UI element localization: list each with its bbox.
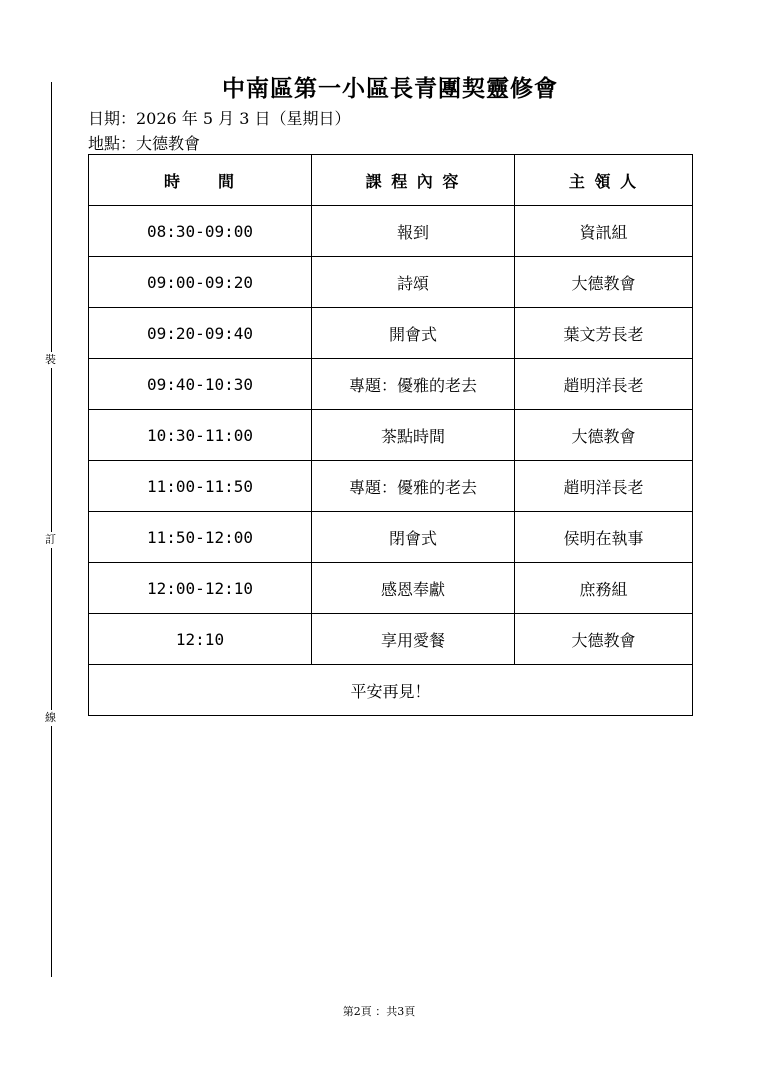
binding-label-1: 裝	[45, 353, 56, 366]
binding-line	[51, 82, 52, 977]
content-cell: 報到	[312, 206, 515, 257]
table-header-row	[89, 155, 693, 206]
leader-cell: 資訊組	[515, 206, 693, 257]
time-cell: 09:40-10:30	[89, 359, 312, 410]
leader-cell: 趙明洋長老	[515, 461, 693, 512]
content-cell: 專題：優雅的老去	[312, 359, 515, 410]
header-content: 課 程 內 容	[312, 155, 515, 206]
table-row	[89, 563, 693, 614]
leader-cell: 趙明洋長老	[515, 359, 693, 410]
time-cell: 08:30-09:00	[89, 206, 312, 257]
content-cell: 專題：優雅的老去	[312, 461, 515, 512]
event-place: 地點：大德教會	[88, 134, 201, 153]
table-row	[89, 410, 693, 461]
leader-cell: 大德教會	[515, 410, 693, 461]
time-cell: 11:50-12:00	[89, 512, 312, 563]
schedule-table	[88, 154, 693, 716]
table-row	[89, 257, 693, 308]
content-cell: 閉會式	[312, 512, 515, 563]
leader-cell: 葉文芳長老	[515, 308, 693, 359]
binding-label-3: 線	[45, 711, 56, 724]
table-row	[89, 206, 693, 257]
time-cell: 12:00-12:10	[89, 563, 312, 614]
event-date: 日期：2026 年 5 月 3 日（星期日）	[88, 109, 351, 128]
time-cell: 11:00-11:50	[89, 461, 312, 512]
table-row	[89, 461, 693, 512]
page-number: 第2頁 ：共3頁	[342, 1005, 416, 1018]
page-title: 中南區第一小區長青團契靈修會	[222, 75, 558, 102]
time-cell: 10:30-11:00	[89, 410, 312, 461]
content-cell: 茶點時間	[312, 410, 515, 461]
header-leader: 主 領 人	[515, 155, 693, 206]
time-cell: 09:00-09:20	[89, 257, 312, 308]
table-row	[89, 359, 693, 410]
table-row	[89, 512, 693, 563]
table-row	[89, 308, 693, 359]
time-cell: 09:20-09:40	[89, 308, 312, 359]
content-cell: 詩頌	[312, 257, 515, 308]
leader-cell: 庶務組	[515, 563, 693, 614]
header-time: 時 間	[89, 155, 312, 206]
binding-label-2: 訂	[45, 533, 56, 546]
leader-cell: 大德教會	[515, 257, 693, 308]
leader-cell: 大德教會	[515, 614, 693, 665]
closing-message: 平安再見！	[89, 665, 693, 716]
table-row	[89, 614, 693, 665]
content-cell: 感恩奉獻	[312, 563, 515, 614]
content-cell: 開會式	[312, 308, 515, 359]
closing-row	[89, 665, 693, 716]
content-cell: 享用愛餐	[312, 614, 515, 665]
leader-cell: 侯明在執事	[515, 512, 693, 563]
time-cell: 12:10	[89, 614, 312, 665]
